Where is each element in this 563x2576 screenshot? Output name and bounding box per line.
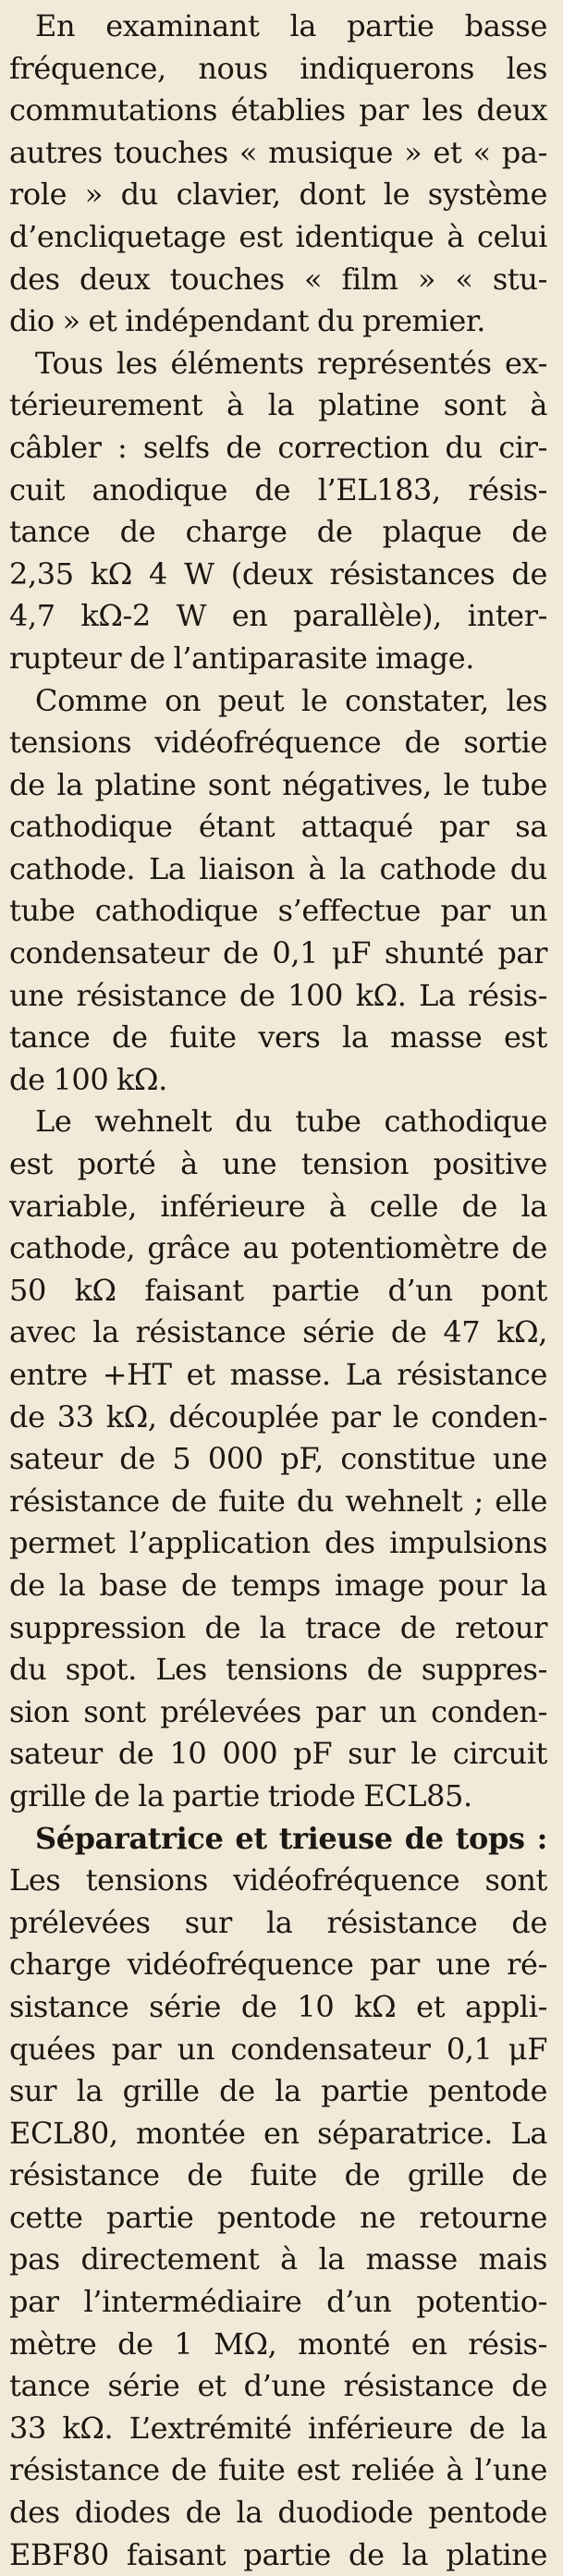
text-line: ECL80, montée en séparatrice. La	[9, 2115, 547, 2151]
paragraph-tensions-videofrequence	[9, 680, 547, 1102]
text-line: Les tensions vidéofréquence sont	[9, 1862, 547, 1898]
text-line: tube cathodique s’effectue par un	[9, 893, 547, 929]
text-line: charge vidéofréquence par une ré-	[9, 1947, 547, 1983]
text-line: cathode, grâce au potentiomètre de	[9, 1230, 547, 1266]
text-line: rupteur de l’antiparasite image.	[9, 640, 475, 676]
text-line: résistance de fuite est reliée à l’une	[9, 2452, 547, 2488]
paragraph-elements-a-cabler	[9, 343, 547, 680]
text-line: suppression de la trace de retour	[9, 1609, 547, 1645]
text-line: sateur de 10 000 pF sur le circuit	[9, 1736, 547, 1772]
text-line: avec la résistance série de 47 kΩ,	[9, 1314, 547, 1350]
text-line: Comme on peut le constater, les	[35, 682, 547, 718]
text-line: des deux touches « film » « stu-	[9, 261, 547, 297]
text-line: 50 kΩ faisant partie d’un pont	[9, 1272, 547, 1308]
text-line: térieurement à la platine sont à	[9, 387, 547, 423]
text-line: cathodique étant attaqué par sa	[9, 809, 547, 845]
text-line: autres touches « musique » et « pa-	[9, 134, 547, 170]
text-line: cette partie pentode ne retourne	[9, 2199, 547, 2235]
text-line: pas directement à la masse mais	[9, 2241, 547, 2277]
text-line: 2,35 kΩ 4 W (deux résistances de	[9, 555, 547, 592]
text-line: câbler : selfs de correction du cir-	[9, 429, 547, 465]
text-line: 33 kΩ. L’extrémité inférieure de la	[9, 2410, 547, 2446]
text-line: mètre de 1 MΩ, monté en résis-	[9, 2326, 547, 2362]
text-line: par l’intermédiaire d’un potentio-	[9, 2284, 547, 2320]
text-line: cathode. La liaison à la cathode du	[9, 850, 547, 886]
text-line: tance de charge de plaque de	[9, 514, 547, 550]
text-line: de 100 kΩ.	[9, 1061, 167, 1097]
text-line: sur la grille de la partie pentode	[9, 2073, 547, 2109]
text-line: variable, inférieure à celle de la	[9, 1188, 547, 1224]
section-heading: Séparatrice et trieuse de tops :	[35, 1820, 547, 1856]
text-line: tensions vidéofréquence de sortie	[9, 725, 547, 761]
article-column	[9, 6, 547, 2572]
text-line: grille de la partie triode ECL85.	[9, 1777, 472, 1813]
text-line: dio » et indépendant du premier.	[9, 303, 486, 339]
text-line: commutations établies par les deux	[9, 92, 547, 128]
text-line: sistance série de 10 kΩ et appli-	[9, 1988, 547, 2024]
text-line: permet l’application des impulsions	[9, 1525, 547, 1561]
paragraph-separatrice	[9, 1818, 547, 2576]
paragraph-wehnelt	[9, 1101, 547, 1817]
text-line: tance série et d’une résistance de	[9, 2368, 547, 2404]
text-line: condensateur de 0,1 μF shunté par	[9, 935, 547, 971]
text-line: Tous les éléments représentés ex-	[35, 345, 547, 381]
text-line: de la platine sont négatives, le tube	[9, 766, 547, 802]
text-line: En examinant la partie basse	[35, 8, 547, 43]
text-line: résistance de fuite de grille de	[9, 2157, 547, 2193]
text-line: sateur de 5 000 pF, constitue une	[9, 1441, 547, 1477]
text-line: quées par un condensateur 0,1 μF	[9, 2031, 547, 2067]
paragraph-basse-frequence	[9, 6, 547, 343]
text-line: sion sont prélevées par un conden-	[9, 1693, 547, 1729]
text-line: de 33 kΩ, découplée par le conden-	[9, 1398, 547, 1435]
text-line: Le wehnelt du tube cathodique	[35, 1104, 547, 1140]
text-line: résistance de fuite du wehnelt ; elle	[9, 1483, 547, 1519]
text-line: d’encliquetage est identique à celui	[9, 218, 547, 254]
text-line: 4,7 kΩ-2 W en parallèle), inter-	[9, 598, 547, 634]
text-line: du spot. Les tensions de suppres-	[9, 1652, 547, 1688]
text-line: entre +HT et masse. La résistance	[9, 1357, 547, 1392]
text-line: cuit anodique de l’EL183, résis-	[9, 471, 547, 507]
text-line: est porté à une tension positive	[9, 1146, 547, 1182]
text-line: des diodes de la duodiode pentode	[9, 2495, 547, 2531]
text-line: EBF80 faisant partie de la platine	[9, 2536, 547, 2572]
text-line: tance de fuite vers la masse est	[9, 1019, 547, 1056]
text-line: prélevées sur la résistance de	[9, 1904, 547, 1940]
text-line: fréquence, nous indiquerons les	[9, 50, 547, 86]
text-line: role » du clavier, dont le système	[9, 177, 547, 213]
text-line: une résistance de 100 kΩ. La résis-	[9, 977, 547, 1013]
text-line: de la base de temps image pour la	[9, 1567, 547, 1603]
